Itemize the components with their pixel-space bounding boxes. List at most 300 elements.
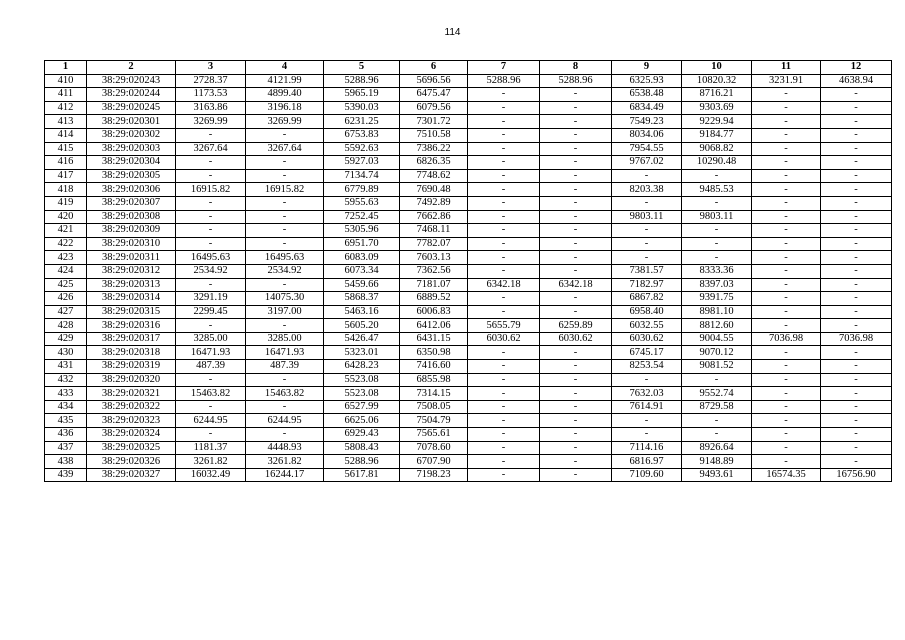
table-cell: 3269.99 <box>176 115 246 129</box>
table-cell: 7510.58 <box>400 128 468 142</box>
table-cell: - <box>540 360 612 374</box>
table-cell: - <box>752 101 821 115</box>
table-row <box>45 428 892 442</box>
table-body <box>45 74 892 482</box>
table-cell: - <box>176 128 246 142</box>
table-cell: 38:29:020303 <box>87 142 176 156</box>
table-cell: 5288.96 <box>324 74 400 88</box>
table-cell: 5390.03 <box>324 101 400 115</box>
table-cell: - <box>540 468 612 482</box>
table-cell: 7314.15 <box>400 387 468 401</box>
table-cell: - <box>752 237 821 251</box>
table-cell: - <box>821 360 892 374</box>
table-cell: 432 <box>45 373 87 387</box>
table-cell: 9803.11 <box>682 210 752 224</box>
table-cell: - <box>540 264 612 278</box>
table-cell: - <box>468 101 540 115</box>
table-row <box>45 292 892 306</box>
table-cell: 3267.64 <box>176 142 246 156</box>
table-cell: - <box>468 88 540 102</box>
table-cell: 38:29:020302 <box>87 128 176 142</box>
table-cell: 7614.91 <box>612 400 682 414</box>
table-cell: 7381.57 <box>612 264 682 278</box>
table-row <box>45 128 892 142</box>
table-cell: - <box>821 387 892 401</box>
table-cell: 5605.20 <box>324 319 400 333</box>
table-cell: 16244.17 <box>246 468 324 482</box>
table-cell: 5927.03 <box>324 156 400 170</box>
table-cell: - <box>821 169 892 183</box>
table-cell: 7468.11 <box>400 224 468 238</box>
table-cell: - <box>246 128 324 142</box>
table-cell: 7134.74 <box>324 169 400 183</box>
table-cell: - <box>468 224 540 238</box>
table-cell: 9767.02 <box>612 156 682 170</box>
table-cell: - <box>821 224 892 238</box>
table-cell: 9229.94 <box>682 115 752 129</box>
table-row <box>45 74 892 88</box>
table-cell: 7109.60 <box>612 468 682 482</box>
table-cell: 38:29:020310 <box>87 237 176 251</box>
table-cell: 5523.08 <box>324 387 400 401</box>
table-cell: 6929.43 <box>324 428 400 442</box>
table-cell: - <box>752 264 821 278</box>
table-cell: - <box>540 400 612 414</box>
table-cell: 5955.63 <box>324 196 400 210</box>
page-number: 114 <box>444 27 461 38</box>
table-cell: - <box>468 373 540 387</box>
table-cell: 38:29:020314 <box>87 292 176 306</box>
table-cell: - <box>821 400 892 414</box>
table-cell: 417 <box>45 169 87 183</box>
table-cell: - <box>821 305 892 319</box>
table-row <box>45 400 892 414</box>
table-cell: 38:29:020313 <box>87 278 176 292</box>
table-cell: 6625.06 <box>324 414 400 428</box>
table-cell: - <box>612 373 682 387</box>
table-cell: 6030.62 <box>540 332 612 346</box>
table-cell: 4121.99 <box>246 74 324 88</box>
table-cell: - <box>821 455 892 469</box>
column-header: 6 <box>400 61 468 75</box>
table-cell: 413 <box>45 115 87 129</box>
table-cell: 9493.61 <box>682 468 752 482</box>
table-cell: - <box>246 319 324 333</box>
table-cell: - <box>821 183 892 197</box>
table-cell: - <box>682 169 752 183</box>
table-cell: 3197.00 <box>246 305 324 319</box>
table-cell: - <box>540 428 612 442</box>
table-cell: 1173.53 <box>176 88 246 102</box>
table-cell: - <box>752 441 821 455</box>
table-cell: - <box>821 142 892 156</box>
table-cell: 38:29:020244 <box>87 88 176 102</box>
table-cell: 414 <box>45 128 87 142</box>
table-cell: 5305.96 <box>324 224 400 238</box>
table-cell: - <box>752 210 821 224</box>
table-cell: 416 <box>45 156 87 170</box>
table-cell: 7632.03 <box>612 387 682 401</box>
table-cell: - <box>752 455 821 469</box>
table-cell: 38:29:020319 <box>87 360 176 374</box>
table-cell: - <box>821 346 892 360</box>
table-cell: - <box>246 237 324 251</box>
table-cell: - <box>821 115 892 129</box>
table-cell: - <box>468 169 540 183</box>
table-cell: 426 <box>45 292 87 306</box>
column-header: 9 <box>612 61 682 75</box>
table-cell: - <box>468 237 540 251</box>
table-cell: - <box>176 373 246 387</box>
table-cell: 9552.74 <box>682 387 752 401</box>
table-cell: - <box>752 414 821 428</box>
table-cell: 6412.06 <box>400 319 468 333</box>
table-cell: - <box>682 428 752 442</box>
table-cell: - <box>752 360 821 374</box>
table-cell: 7036.98 <box>821 332 892 346</box>
table-cell: 7508.05 <box>400 400 468 414</box>
table-cell: 8716.21 <box>682 88 752 102</box>
table-cell: 6951.70 <box>324 237 400 251</box>
table-cell: 431 <box>45 360 87 374</box>
table-cell: - <box>468 128 540 142</box>
table-cell: - <box>682 224 752 238</box>
table-cell: 38:29:020308 <box>87 210 176 224</box>
table-cell: 10290.48 <box>682 156 752 170</box>
table-cell: - <box>246 156 324 170</box>
table-cell: 3285.00 <box>246 332 324 346</box>
table-row <box>45 183 892 197</box>
table-cell: - <box>752 196 821 210</box>
table-cell: 5868.37 <box>324 292 400 306</box>
table-cell: 9068.82 <box>682 142 752 156</box>
table-cell: - <box>752 400 821 414</box>
table-cell: 438 <box>45 455 87 469</box>
table-cell: 38:29:020306 <box>87 183 176 197</box>
table-row <box>45 387 892 401</box>
table-cell: - <box>752 128 821 142</box>
table-cell: 6079.56 <box>400 101 468 115</box>
table-cell: - <box>246 196 324 210</box>
table-cell: - <box>752 428 821 442</box>
table-cell: 411 <box>45 88 87 102</box>
table-cell: 16915.82 <box>176 183 246 197</box>
table-cell: - <box>752 156 821 170</box>
table-cell: - <box>682 373 752 387</box>
table-cell: 2728.37 <box>176 74 246 88</box>
table-cell: 2534.92 <box>176 264 246 278</box>
table-cell: 38:29:020245 <box>87 101 176 115</box>
table-cell: - <box>612 428 682 442</box>
table-cell: - <box>821 292 892 306</box>
table-cell: - <box>540 88 612 102</box>
table-cell: - <box>752 115 821 129</box>
table-cell: 14075.30 <box>246 292 324 306</box>
table-cell: 7301.72 <box>400 115 468 129</box>
table-cell: 410 <box>45 74 87 88</box>
table-cell: 7954.55 <box>612 142 682 156</box>
table-cell: - <box>821 373 892 387</box>
table-cell: 5459.66 <box>324 278 400 292</box>
table-cell: 7114.16 <box>612 441 682 455</box>
table-cell: - <box>752 319 821 333</box>
table-cell: - <box>540 142 612 156</box>
table-cell: 415 <box>45 142 87 156</box>
table-row <box>45 332 892 346</box>
table-cell: 6032.55 <box>612 319 682 333</box>
table-cell: 9004.55 <box>682 332 752 346</box>
table-cell: 9303.69 <box>682 101 752 115</box>
table-cell: - <box>176 156 246 170</box>
table-row <box>45 251 892 265</box>
table-cell: 419 <box>45 196 87 210</box>
table-cell: - <box>246 169 324 183</box>
table-cell: 5808.43 <box>324 441 400 455</box>
table-cell: - <box>540 455 612 469</box>
table-cell: 38:29:020321 <box>87 387 176 401</box>
table-cell: - <box>540 224 612 238</box>
table-cell: 7504.79 <box>400 414 468 428</box>
table-cell: - <box>821 210 892 224</box>
table-cell: 16915.82 <box>246 183 324 197</box>
table-cell: 9803.11 <box>612 210 682 224</box>
table-cell: 7549.23 <box>612 115 682 129</box>
table-cell: 5617.81 <box>324 468 400 482</box>
column-header: 2 <box>87 61 176 75</box>
table-cell: 3261.82 <box>176 455 246 469</box>
table-row <box>45 237 892 251</box>
table-cell: 3285.00 <box>176 332 246 346</box>
table-cell: 15463.82 <box>246 387 324 401</box>
table-cell: 3231.91 <box>752 74 821 88</box>
table-cell: 430 <box>45 346 87 360</box>
table-cell: - <box>176 278 246 292</box>
table-cell: - <box>540 292 612 306</box>
table-cell: 6431.15 <box>400 332 468 346</box>
table-cell: - <box>176 400 246 414</box>
table-cell: 5965.19 <box>324 88 400 102</box>
table-cell: 38:29:020305 <box>87 169 176 183</box>
table-cell: - <box>752 224 821 238</box>
table-cell: - <box>612 414 682 428</box>
table-cell: - <box>468 264 540 278</box>
header-row <box>45 61 892 75</box>
table-cell: 6083.09 <box>324 251 400 265</box>
table-cell: - <box>468 251 540 265</box>
table-cell: - <box>752 88 821 102</box>
table-cell: 9391.75 <box>682 292 752 306</box>
column-header: 12 <box>821 61 892 75</box>
table-cell: 6325.93 <box>612 74 682 88</box>
table-cell: - <box>752 169 821 183</box>
table-cell: 436 <box>45 428 87 442</box>
table-cell: 7252.45 <box>324 210 400 224</box>
table-cell: 6834.49 <box>612 101 682 115</box>
table-cell: 3261.82 <box>246 455 324 469</box>
table-cell: 6244.95 <box>176 414 246 428</box>
table-cell: 487.39 <box>246 360 324 374</box>
table-cell: 10820.32 <box>682 74 752 88</box>
table-cell: 38:29:020320 <box>87 373 176 387</box>
table-cell: - <box>752 183 821 197</box>
column-header: 10 <box>682 61 752 75</box>
table-cell: - <box>468 428 540 442</box>
table-cell: 6428.23 <box>324 360 400 374</box>
column-header: 4 <box>246 61 324 75</box>
table-cell: 38:29:020312 <box>87 264 176 278</box>
table-cell: 421 <box>45 224 87 238</box>
table-cell: 8333.36 <box>682 264 752 278</box>
table-cell: - <box>612 251 682 265</box>
table-cell: - <box>468 346 540 360</box>
table-cell: 8812.60 <box>682 319 752 333</box>
table-cell: 7492.89 <box>400 196 468 210</box>
data-table <box>44 60 892 482</box>
table-cell: 38:29:020304 <box>87 156 176 170</box>
table-cell: 6231.25 <box>324 115 400 129</box>
table-cell: 6855.98 <box>400 373 468 387</box>
table-cell: 5288.96 <box>540 74 612 88</box>
table-cell: 38:29:020307 <box>87 196 176 210</box>
table-cell: 38:29:020317 <box>87 332 176 346</box>
table-cell: 16471.93 <box>246 346 324 360</box>
table-cell: - <box>540 101 612 115</box>
table-row <box>45 346 892 360</box>
table-cell: 38:29:020327 <box>87 468 176 482</box>
table-cell: 433 <box>45 387 87 401</box>
table-cell: 7181.07 <box>400 278 468 292</box>
table-cell: 2534.92 <box>246 264 324 278</box>
table-row <box>45 414 892 428</box>
table-cell: 6538.48 <box>612 88 682 102</box>
table-cell: - <box>821 88 892 102</box>
column-header: 1 <box>45 61 87 75</box>
table-cell: 8034.06 <box>612 128 682 142</box>
table-cell: 487.39 <box>176 360 246 374</box>
table-cell: 38:29:020311 <box>87 251 176 265</box>
table-cell: 38:29:020326 <box>87 455 176 469</box>
table-cell: 6753.83 <box>324 128 400 142</box>
table-cell: 435 <box>45 414 87 428</box>
table-row <box>45 468 892 482</box>
table-cell: - <box>682 414 752 428</box>
table-cell: - <box>246 373 324 387</box>
table-cell: 3269.99 <box>246 115 324 129</box>
table-cell: - <box>752 142 821 156</box>
table-cell: 15463.82 <box>176 387 246 401</box>
table-cell: 6475.47 <box>400 88 468 102</box>
table-cell: - <box>468 468 540 482</box>
table-cell: 38:29:020316 <box>87 319 176 333</box>
table-cell: 423 <box>45 251 87 265</box>
table-cell: - <box>821 428 892 442</box>
table-cell: - <box>821 414 892 428</box>
table-cell: - <box>176 169 246 183</box>
table-cell: - <box>468 115 540 129</box>
table-cell: 7362.56 <box>400 264 468 278</box>
table-cell: - <box>540 196 612 210</box>
table-cell: 6867.82 <box>612 292 682 306</box>
table-cell: 38:29:020243 <box>87 74 176 88</box>
table-cell: 3267.64 <box>246 142 324 156</box>
table-cell: - <box>821 156 892 170</box>
table-cell: 428 <box>45 319 87 333</box>
table-cell: 7386.22 <box>400 142 468 156</box>
table-row <box>45 101 892 115</box>
table-cell: 412 <box>45 101 87 115</box>
table-cell: 5288.96 <box>324 455 400 469</box>
table-cell: 5323.01 <box>324 346 400 360</box>
table-cell: 3196.18 <box>246 101 324 115</box>
table-cell: - <box>176 319 246 333</box>
table-cell: 5463.16 <box>324 305 400 319</box>
table-row <box>45 88 892 102</box>
table-cell: 4448.93 <box>246 441 324 455</box>
table-cell: 6342.18 <box>540 278 612 292</box>
table-cell: - <box>821 319 892 333</box>
column-header: 8 <box>540 61 612 75</box>
table-cell: 6826.35 <box>400 156 468 170</box>
table-cell: 8203.38 <box>612 183 682 197</box>
table-cell: - <box>468 196 540 210</box>
table-cell: 38:29:020325 <box>87 441 176 455</box>
column-header: 7 <box>468 61 540 75</box>
table-cell: 6030.62 <box>468 332 540 346</box>
table-cell: 6816.97 <box>612 455 682 469</box>
table-cell: - <box>468 360 540 374</box>
table-cell: 16032.49 <box>176 468 246 482</box>
table-cell: - <box>682 196 752 210</box>
table-cell: 6779.89 <box>324 183 400 197</box>
table-cell: 7078.60 <box>400 441 468 455</box>
table-cell: 38:29:020309 <box>87 224 176 238</box>
table-cell: - <box>821 128 892 142</box>
table-cell: 2299.45 <box>176 305 246 319</box>
table-cell: - <box>468 156 540 170</box>
table-row <box>45 264 892 278</box>
table-cell: 422 <box>45 237 87 251</box>
table-cell: - <box>612 237 682 251</box>
table-cell: 6889.52 <box>400 292 468 306</box>
table-cell: 3291.19 <box>176 292 246 306</box>
table-cell: - <box>246 400 324 414</box>
table-cell: 5426.47 <box>324 332 400 346</box>
table-cell: 7603.13 <box>400 251 468 265</box>
table-cell: 9081.52 <box>682 360 752 374</box>
table-cell: - <box>540 156 612 170</box>
table-cell: - <box>540 387 612 401</box>
table-cell: - <box>752 387 821 401</box>
table-cell: 6244.95 <box>246 414 324 428</box>
table-cell: - <box>540 373 612 387</box>
table-cell: - <box>540 169 612 183</box>
table-cell: - <box>612 224 682 238</box>
table-row <box>45 224 892 238</box>
table-cell: - <box>176 428 246 442</box>
table-cell: 7036.98 <box>752 332 821 346</box>
table-cell: 6350.98 <box>400 346 468 360</box>
table-row <box>45 360 892 374</box>
table-cell: - <box>752 346 821 360</box>
table-cell: 6073.34 <box>324 264 400 278</box>
table-cell: 6745.17 <box>612 346 682 360</box>
table-cell: - <box>468 305 540 319</box>
table-cell: 6707.90 <box>400 455 468 469</box>
table-cell: 7198.23 <box>400 468 468 482</box>
table-row <box>45 142 892 156</box>
table-cell: - <box>540 128 612 142</box>
table-cell: - <box>752 373 821 387</box>
